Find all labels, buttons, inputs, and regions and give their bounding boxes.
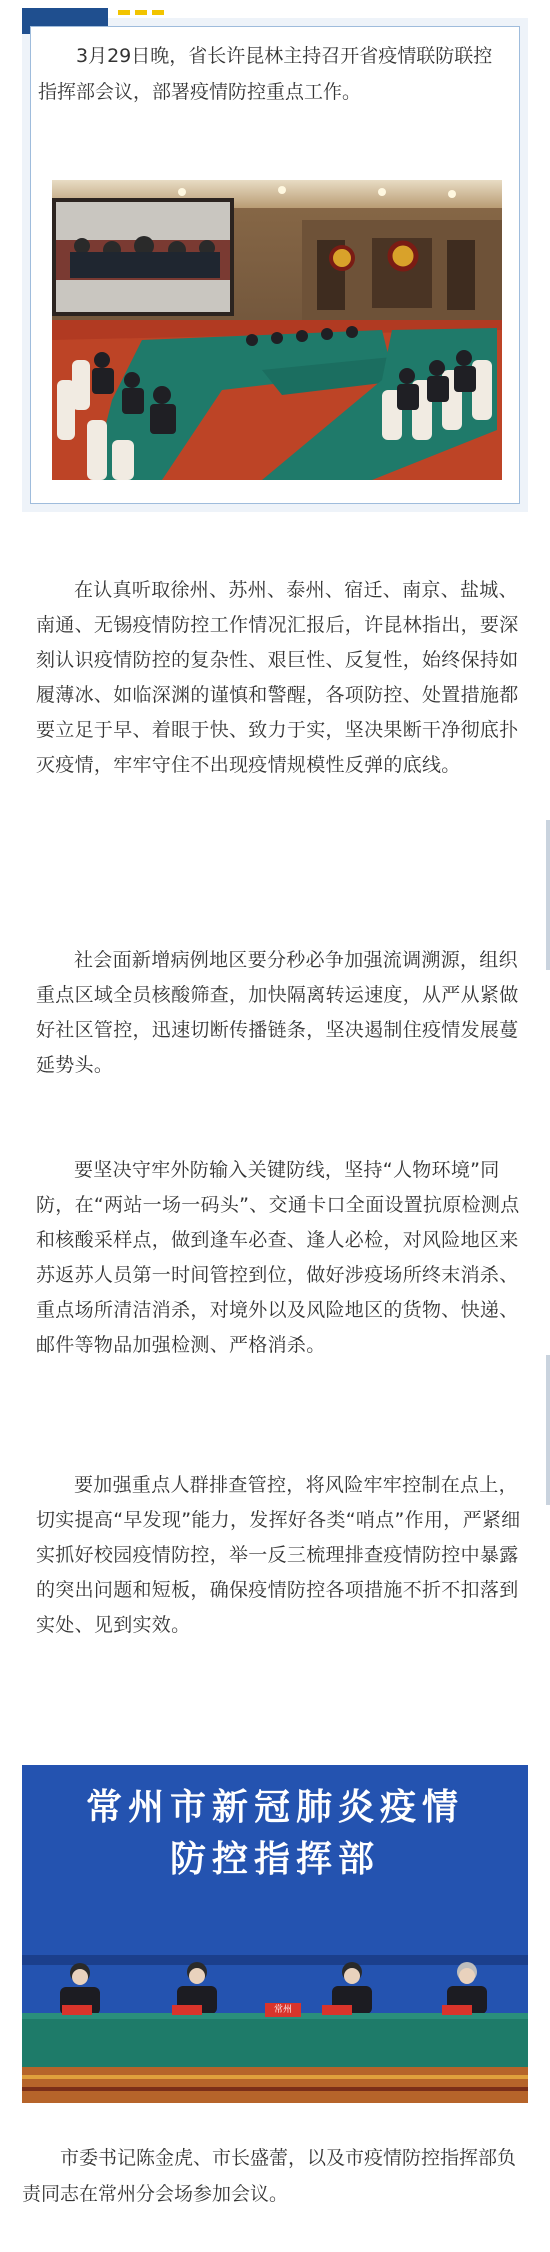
body-paragraph: 社会面新增病例地区要分秒必争加强流调溯源，组织重点区域全员核酸筛查，加快隔离转运速度，从严从紧做好社区管控，迅速切断传播链条，坚决遏制住疫情发展蔓延势头。: [36, 949, 519, 1076]
decorative-dash: [135, 10, 147, 15]
closing-text: 市委书记陈金虎、市长盛蕾，以及市疫情防控指挥部负责同志在常州分会场参加会议。: [22, 2147, 517, 2205]
meeting-room-photo: [52, 180, 502, 480]
changzhou-venue-photo: [22, 1765, 528, 2103]
banner-line-1: 常州市新冠肺炎疫情: [85, 1786, 464, 1828]
scroll-indicator: [546, 1355, 550, 1505]
decorative-dash: [152, 10, 164, 15]
scroll-indicator: [546, 820, 550, 970]
intro-text: 3月29日晚，省长许昆林主持召开省疫情联防联控指挥部会议，部署疫情防控重点工作。: [38, 45, 493, 103]
body-paragraph: 要坚决守牢外防输入关键防线，坚持“人物环境”同防，在“两站一场一码头”、交通卡口全面设置抗原检测点和核酸采样点，做到逢车必查、逢人必检，对风险地区来苏返苏人员第一时间管控到位，做好涉疫场所终末消杀、重点场所清洁消杀，对境外以及风险地区的货物、快递、邮件等物品加强检测、严格消杀。: [36, 1159, 520, 1356]
body-paragraph: 在认真听取徐州、苏州、泰州、宿迁、南京、盐城、南通、无锡疫情防控工作情况汇报后，许昆林指出，要深刻认识疫情防控的复杂性、艰巨性、反复性，始终保持如履薄冰、如临深渊的谨慎和警醒，各项防控、处置措施都要立足于早、着眼于快、致力于实，坚决果断干净彻底扑灭疫情，牢牢守住不出现疫情规模性反弹的底线。: [36, 579, 519, 776]
banner-line-2: 防控指挥部: [169, 1838, 380, 1880]
table-sign: 常州: [273, 2005, 292, 2015]
body-paragraph: 要加强重点人群排查管控，将风险牢牢控制在点上，切实提高“早发现”能力，发挥好各类“哨点”作用，严紧细实抓好校园疫情防控，举一反三梳理排查疫情防控中暴露的突出问题和短板，确保疫情防控各项措施不折不扣落到实处、见到实效。: [36, 1474, 521, 1636]
decorative-dash: [118, 10, 130, 15]
